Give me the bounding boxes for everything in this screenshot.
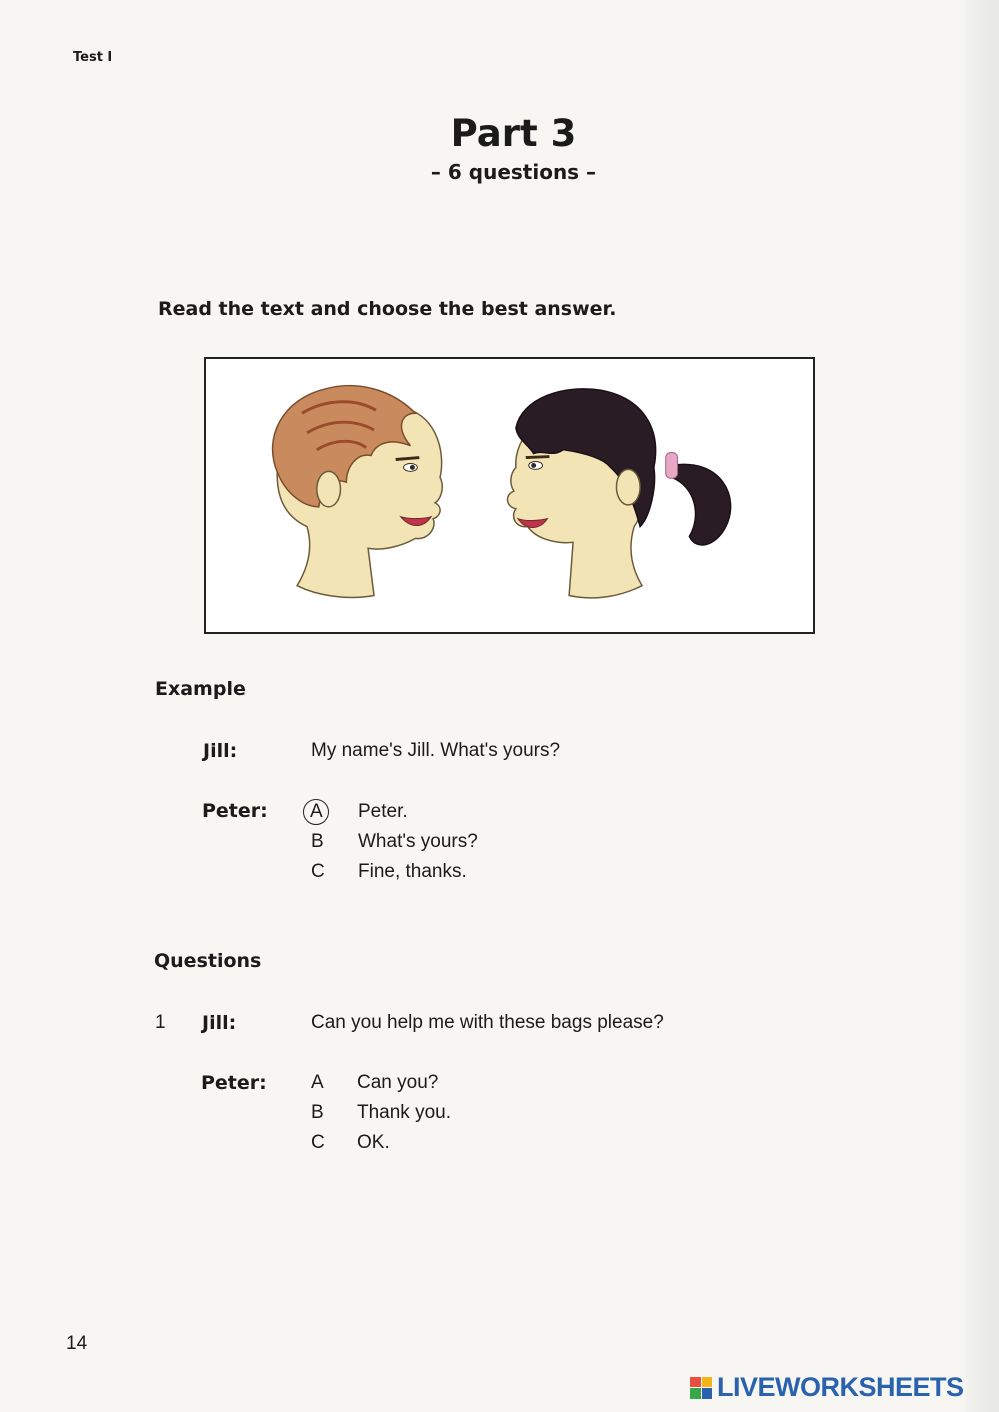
- illustration-frame: [204, 357, 815, 634]
- answer-option-letter[interactable]: B: [311, 1102, 324, 1123]
- example-option-letter[interactable]: A: [310, 801, 323, 822]
- girl-head: [507, 389, 730, 598]
- instruction-text: Read the text and choose the best answer.: [158, 298, 617, 320]
- example-option-letter[interactable]: B: [311, 831, 324, 852]
- page-number: 14: [66, 1333, 88, 1354]
- example-response-speaker: Peter:: [202, 800, 268, 822]
- answer-option-letter[interactable]: C: [311, 1132, 325, 1153]
- answer-option-text[interactable]: OK.: [357, 1132, 390, 1153]
- questions-heading: Questions: [154, 950, 262, 972]
- test-label: Test I: [73, 50, 113, 65]
- answer-option-text[interactable]: Can you?: [357, 1072, 439, 1093]
- example-heading: Example: [155, 678, 246, 700]
- example-option-text: What's yours?: [358, 831, 478, 852]
- example-prompt-text: My name's Jill. What's yours?: [311, 740, 561, 761]
- page-subtitle: – 6 questions –: [430, 160, 597, 184]
- answer-option-text[interactable]: Thank you.: [357, 1102, 451, 1123]
- page-title: Part 3: [450, 112, 577, 155]
- answer-option-letter[interactable]: A: [311, 1072, 324, 1093]
- page-edge: [965, 0, 999, 1412]
- question-response-speaker: Peter:: [201, 1072, 267, 1094]
- example-option-text: Peter.: [358, 801, 408, 822]
- question-prompt-speaker: Jill:: [202, 1012, 237, 1034]
- example-option-text: Fine, thanks.: [358, 861, 467, 882]
- boy-head: [273, 386, 443, 598]
- example-prompt-speaker: Jill:: [203, 740, 238, 762]
- question-prompt-text: Can you help me with these bags please?: [311, 1012, 664, 1033]
- two-children-illustration: [206, 359, 813, 632]
- question-number: 1: [155, 1012, 166, 1033]
- liveworksheets-logo-icon: [690, 1377, 712, 1399]
- example-option-letter[interactable]: C: [311, 861, 325, 882]
- liveworksheets-brand[interactable]: [690, 1372, 964, 1403]
- brand-name: LIVEWORKSHEETS: [717, 1372, 964, 1402]
